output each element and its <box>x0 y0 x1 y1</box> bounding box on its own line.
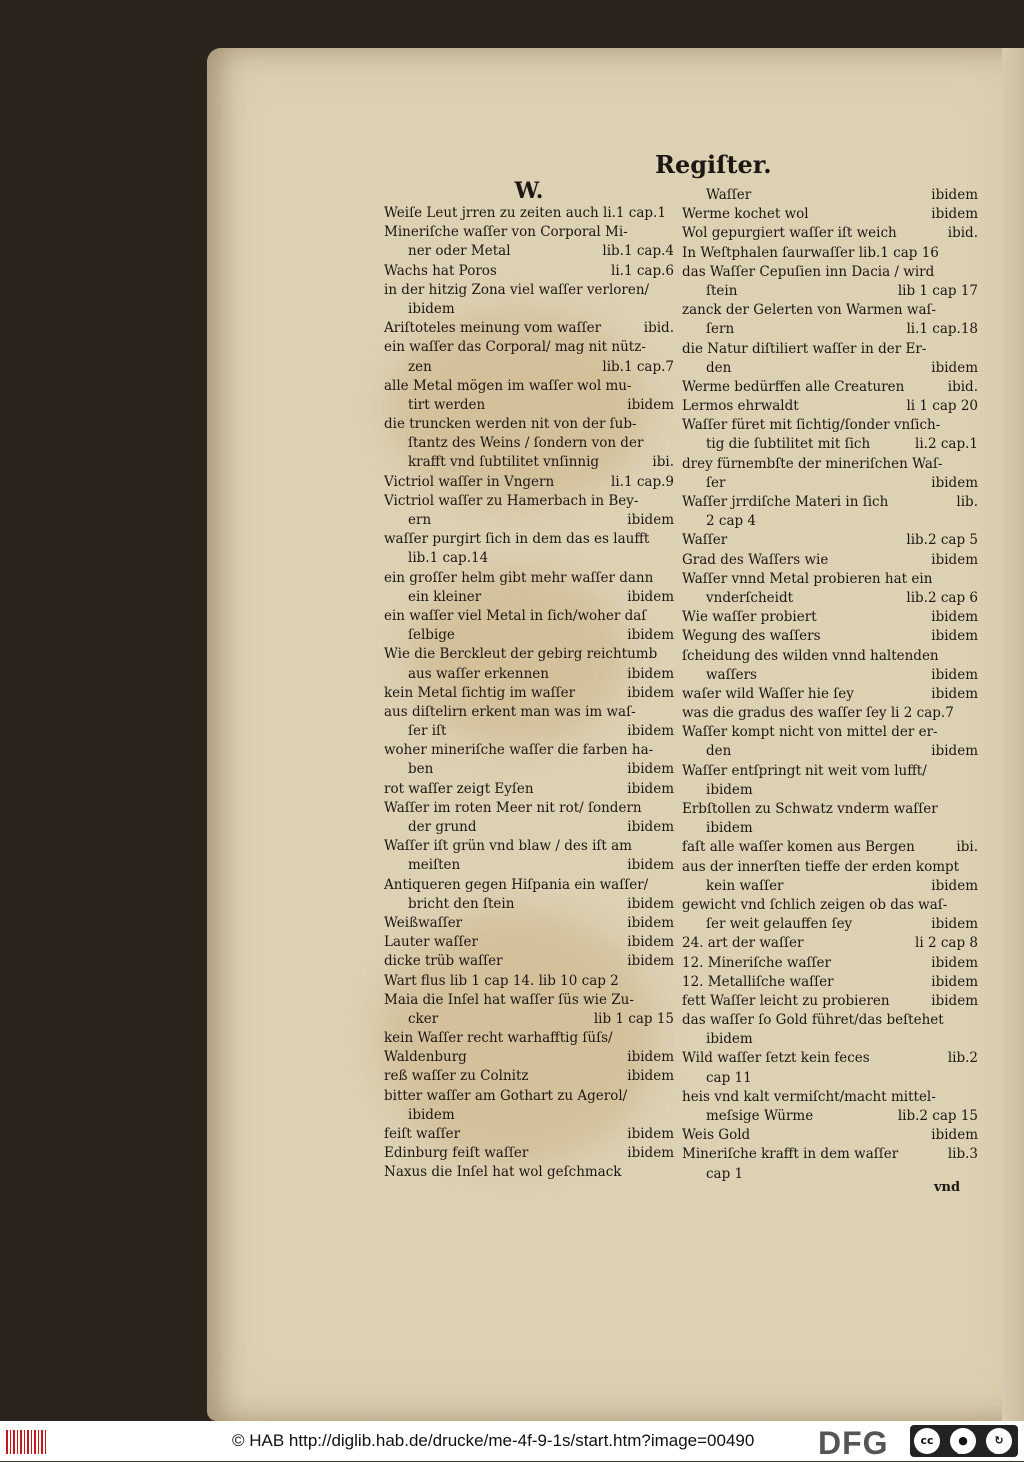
index-entry-text: Waſſer füret mit ſichtig/ſonder vnſich- <box>682 417 941 434</box>
index-entry-text: cap 1 <box>706 1165 744 1182</box>
index-entry-reference: ibidem <box>931 206 978 223</box>
index-line <box>682 551 978 570</box>
index-line <box>682 1107 978 1126</box>
index-line <box>384 914 674 933</box>
index-entry-text: Wol gepurgiert waſſer iſt weich <box>682 225 897 242</box>
index-entry-reference: ibidem <box>627 1126 674 1142</box>
index-line <box>682 1069 978 1088</box>
index-entry-text: In Weſtphalen ſaurwaſſer lib.1 cap 16 <box>682 244 939 261</box>
index-entry-reference: ibidem <box>627 1049 674 1066</box>
index-entry-reference: ibidem <box>931 1127 978 1144</box>
sa-label: SA <box>994 1448 1004 1456</box>
index-line <box>384 434 674 453</box>
index-entry-text: Waſſer vnnd Metal probieren hat ein <box>682 570 933 587</box>
index-line <box>384 1125 674 1144</box>
index-entry-text: ein kleiner <box>408 588 482 605</box>
index-entry-text: das waſſer ſo Gold führet/das beſtehet <box>682 1012 944 1029</box>
index-entry-text: den <box>706 359 732 376</box>
index-line <box>682 627 978 646</box>
index-line <box>682 858 978 877</box>
index-line <box>682 915 978 934</box>
index-entry-text: krafft vnd ſubtilitet vnſinnig <box>408 454 600 471</box>
index-entry-text: Waſſer iſt grün vnd blaw / des iſt am <box>384 838 632 855</box>
index-line <box>384 856 674 875</box>
index-entry-text: tig die ſubtilitet mit ſich <box>706 436 871 453</box>
index-entry-text: Weißwaſſer <box>384 914 463 931</box>
index-line <box>682 301 978 320</box>
index-entry-text: meiſten <box>408 857 461 874</box>
index-entry-reference: ibidem <box>931 666 978 683</box>
index-line <box>682 359 978 378</box>
index-line <box>384 300 674 319</box>
index-entry-text: Wachs hat Poros <box>384 262 497 279</box>
index-entry-text: ſer iſt <box>408 723 447 740</box>
index-line <box>682 205 978 224</box>
index-line <box>384 876 674 895</box>
index-entry-reference: li.1 cap.18 <box>906 321 978 338</box>
index-entry-text: lib.1 cap.14 <box>408 550 489 567</box>
index-line <box>682 378 978 397</box>
index-line <box>384 1144 674 1163</box>
index-line <box>682 723 978 742</box>
index-entry-text: 12. Metalliſche waſſer <box>682 973 834 990</box>
section-letter: W. <box>514 178 544 204</box>
index-line <box>384 415 674 434</box>
index-entry-reference: lib.1 cap.4 <box>602 243 674 260</box>
index-entry-reference: ibi. <box>956 839 978 856</box>
index-line <box>682 666 978 685</box>
index-line <box>384 588 674 607</box>
index-entry-reference: ibidem <box>931 187 978 203</box>
by-attribution-icon: ● <box>950 1428 976 1454</box>
index-line <box>384 262 674 281</box>
index-entry-text: reß waſſer zu Colnitz <box>384 1068 529 1085</box>
index-entry-text: Werme bedürffen alle Creaturen <box>682 378 905 395</box>
index-line <box>384 1106 674 1125</box>
page-header: Regiſter. <box>655 150 772 179</box>
index-entry-reference: lib 1 cap 17 <box>897 282 978 299</box>
index-entry-reference: li 2 cap 8 <box>915 935 978 952</box>
index-entry-text: dicke trüb waſſer <box>384 953 503 970</box>
index-line <box>384 933 674 952</box>
index-entry-reference: li.1 cap.9 <box>611 473 674 490</box>
index-entry-reference: ibidem <box>627 588 674 605</box>
index-entry-reference: ibidem <box>627 723 674 740</box>
index-line <box>682 1011 978 1030</box>
index-entry-text: vnderſcheidt <box>706 589 794 606</box>
index-entry-text: gewicht vnd ſchlich zeigen ob das waſ- <box>682 896 948 913</box>
index-line <box>384 204 674 223</box>
index-line <box>384 626 674 645</box>
index-entry-text: der grund <box>408 819 477 835</box>
index-entry-reference: ibid. <box>947 225 978 242</box>
index-entry-text: Victriol waſſer in Vngern <box>384 473 555 490</box>
index-entry-reference: ibidem <box>627 1068 674 1085</box>
index-entry-text: Waſſer kompt nicht von mittel der er- <box>682 724 938 741</box>
index-line <box>682 742 978 761</box>
index-entry-text: ſelbige <box>408 627 455 644</box>
index-line <box>682 397 978 416</box>
index-line <box>682 531 978 550</box>
viewer-footer <box>0 1421 1024 1461</box>
right-column <box>682 186 978 1184</box>
index-entry-reference: ibidem <box>931 743 978 760</box>
index-entry-text: faſt alle waſſer komen aus Bergen <box>682 839 915 856</box>
index-entry-text: Wart flus lib 1 cap 14. lib 10 cap 2 <box>384 972 619 989</box>
index-entry-text: Waſſer entſpringt nit weit vom lufft/ <box>682 762 927 779</box>
index-entry-text: kein Waſſer recht warhafftig ſüſs/ <box>384 1030 613 1047</box>
barcode-icon <box>6 1430 46 1454</box>
index-line <box>682 838 978 857</box>
index-entry-reference: ibidem <box>931 685 978 702</box>
index-entry-reference: ibidem <box>627 819 674 835</box>
index-entry-text: ein groſſer helm gibt mehr waſſer dann <box>384 569 654 586</box>
index-entry-text: kein Metal ſichtig im waſſer <box>384 684 576 701</box>
index-entry-text: ibidem <box>408 1106 455 1123</box>
index-entry-text: Weis Gold <box>682 1127 751 1144</box>
index-entry-reference: ibidem <box>931 916 978 933</box>
index-line <box>384 1029 674 1048</box>
index-entry-reference: ibidem <box>931 992 978 1009</box>
index-line <box>682 1030 978 1049</box>
catchword: vnd <box>934 1180 961 1195</box>
index-line <box>384 338 674 357</box>
index-entry-text: Antiqueren gegen Hiſpania ein waſſer/ <box>384 876 649 893</box>
index-entry-reference: ibidem <box>627 895 674 912</box>
index-line <box>384 396 674 415</box>
index-entry-reference: ibidem <box>931 954 978 971</box>
index-entry-text: fett Waſſer leicht zu probieren <box>682 992 890 1009</box>
index-line <box>682 1049 978 1068</box>
index-line <box>384 453 674 472</box>
index-entry-text: ein waſſer viel Metal in ſich/woher daſ <box>384 607 647 624</box>
index-line <box>682 320 978 339</box>
index-entry-text: ſtantz des Weins / ſondern von der <box>408 435 644 452</box>
index-line <box>682 244 978 263</box>
index-entry-text: ibidem <box>408 300 455 317</box>
index-line <box>682 493 978 512</box>
index-entry-reference: ibidem <box>627 934 674 951</box>
index-entry-text: Victriol waſſer zu Hamerbach in Bey- <box>384 492 639 509</box>
index-entry-text: aus der innerſten tieffe der erden kompt <box>682 858 960 875</box>
index-entry-text: feiſt waſſer <box>384 1126 461 1142</box>
index-entry-reference: ibidem <box>627 512 674 528</box>
index-line <box>682 877 978 896</box>
index-entry-reference: ibidem <box>931 628 978 645</box>
index-entry-reference: ibidem <box>627 684 674 701</box>
index-line <box>682 954 978 973</box>
index-line <box>384 1067 674 1086</box>
index-entry-text: alle Metal mögen im waſſer wol mu- <box>384 377 632 394</box>
index-line <box>384 722 674 741</box>
index-entry-text: 2 cap 4 <box>706 513 757 530</box>
index-line <box>384 1087 674 1106</box>
index-line <box>384 760 674 779</box>
index-line <box>384 319 674 338</box>
index-line <box>384 741 674 760</box>
index-line <box>682 589 978 608</box>
index-entry-reference: ibidem <box>627 857 674 874</box>
index-entry-text: aus diſtelirn erkent man was im waſ- <box>384 703 636 720</box>
index-line <box>384 665 674 684</box>
page-edge <box>1002 48 1024 1421</box>
index-line <box>384 1163 674 1182</box>
index-entry-text: Mineriſche krafft in dem waſſer <box>682 1146 899 1163</box>
index-entry-text: zen <box>408 358 432 375</box>
index-entry-text: waſſers <box>706 666 757 683</box>
index-entry-reference: ibidem <box>627 914 674 931</box>
index-line <box>384 1048 674 1067</box>
index-entry-text: zanck der Gelerten von Warmen waſ- <box>682 302 937 319</box>
index-line <box>682 474 978 493</box>
index-entry-reference: ibidem <box>627 761 674 778</box>
index-line <box>682 704 978 723</box>
index-line <box>384 645 674 664</box>
index-entry-text: Edinburg feiſt waſſer <box>384 1145 529 1162</box>
index-line <box>682 282 978 301</box>
index-entry-text: woher mineriſche waſſer die farben ha- <box>384 742 654 759</box>
index-entry-text: waſer wild Waſſer hie ſey <box>682 685 854 702</box>
index-entry-reference: ibidem <box>627 396 674 413</box>
index-entry-reference: ibidem <box>931 551 978 568</box>
index-entry-text: in der hitzig Zona viel waſſer verloren/ <box>384 281 650 298</box>
index-entry-reference: ibidem <box>627 953 674 970</box>
index-entry-text: Wie die Berckleut der gebirg reichtumb <box>384 646 658 663</box>
index-entry-reference: ibidem <box>931 609 978 626</box>
index-entry-text: kein waſſer <box>706 877 784 894</box>
index-entry-reference: ibidem <box>931 359 978 376</box>
index-entry-text: bricht den ſtein <box>408 895 515 912</box>
index-entry-text: Naxus die Inſel hat wol geſchmack <box>384 1164 622 1181</box>
index-entry-reference: ibidem <box>931 877 978 894</box>
index-entry-text: heis vnd kalt vermiſcht/macht mittel- <box>682 1088 936 1105</box>
left-column <box>384 178 674 1183</box>
index-entry-text: ern <box>408 512 432 528</box>
index-line <box>682 435 978 454</box>
index-line <box>384 511 674 530</box>
index-line <box>384 684 674 703</box>
index-line <box>682 819 978 838</box>
index-line <box>682 608 978 627</box>
index-entry-text: drey fürnembſte der mineriſchen Waſ- <box>682 455 943 472</box>
index-entry-reference: lib.2 cap 15 <box>897 1108 978 1124</box>
index-line <box>384 1010 674 1029</box>
index-entry-text: ſern <box>706 321 735 338</box>
index-line <box>682 781 978 800</box>
index-line <box>384 223 674 242</box>
index-line <box>682 762 978 781</box>
index-entry-reference: lib 1 cap 15 <box>593 1010 674 1027</box>
index-entry-reference: lib.3 <box>947 1146 978 1163</box>
index-entry-text: Erbſtollen zu Schwatz vnderm waſſer <box>682 801 938 817</box>
index-line <box>384 492 674 511</box>
index-line <box>384 991 674 1010</box>
index-entry-reference: ibidem <box>627 1145 674 1162</box>
index-line <box>682 647 978 666</box>
index-line <box>682 896 978 915</box>
index-line <box>384 607 674 626</box>
index-entry-text: Wegung des waſſers <box>682 628 821 645</box>
by-label: BY <box>957 1448 966 1456</box>
index-line <box>384 780 674 799</box>
index-entry-text: ſtein <box>706 282 738 299</box>
index-line <box>384 549 674 568</box>
index-entry-reference: ibidem <box>931 973 978 990</box>
index-entry-text: ner oder Metal <box>408 243 511 260</box>
index-entry-text: die Natur diſtiliert waſſer in der Er- <box>682 340 927 357</box>
index-line <box>384 799 674 818</box>
index-entry-text: Mineriſche waſſer von Corporal Mi- <box>384 224 628 241</box>
index-entry-text: ben <box>408 761 434 778</box>
index-line <box>682 340 978 359</box>
index-entry-text: Waldenburg <box>384 1049 467 1066</box>
index-entry-text: ſer weit gelauffen ſey <box>706 916 853 933</box>
index-entry-reference: lib. <box>956 494 978 510</box>
index-line <box>682 263 978 282</box>
cc-icon: cc <box>914 1428 940 1454</box>
index-entry-text: Waſſer jrrdiſche Materi in ſich <box>682 494 889 510</box>
index-line <box>682 1145 978 1164</box>
index-entry-text: das Waſſer Cepuſien inn Dacia / wird <box>682 263 935 280</box>
index-line <box>384 837 674 856</box>
index-entry-text: Lermos ehrwaldt <box>682 398 799 415</box>
index-entry-text: ibidem <box>706 1031 753 1048</box>
index-line <box>682 800 978 819</box>
index-entry-text: Werme kochet wol <box>682 206 809 223</box>
dfg-logo: DFG <box>818 1425 889 1461</box>
index-entry-text: bitter waſſer am Gothart zu Agerol/ <box>384 1087 628 1104</box>
index-entry-text: Waſſer <box>682 532 728 549</box>
index-entry-reference: ibid. <box>947 378 978 395</box>
sa-share-alike-icon: ↻ <box>986 1428 1012 1454</box>
index-entry-text: rot waſſer zeigt Eyſen <box>384 780 534 797</box>
index-line <box>384 972 674 991</box>
index-entry-text: die truncken werden nit von der ſub- <box>384 416 637 433</box>
index-entry-text: ſcheidung des wilden vnnd haltenden <box>682 647 939 664</box>
index-entry-text: waſſer purgirt ſich in dem das es laufft <box>384 531 650 548</box>
index-entry-text: cap 11 <box>706 1069 752 1086</box>
index-line <box>682 1126 978 1145</box>
index-entry-reference: ibidem <box>627 665 674 682</box>
index-entry-reference: lib.2 cap 5 <box>906 532 978 549</box>
index-entry-reference: lib.2 cap 6 <box>906 589 978 606</box>
index-entry-text: Maia die Inſel hat waſſer ſüs wie Zu- <box>384 991 634 1008</box>
index-line <box>682 934 978 953</box>
index-entry-text: den <box>706 743 732 760</box>
index-entry-text: meſsige Würme <box>706 1108 814 1124</box>
index-entry-text: Wild waſſer ſetzt kein feces <box>682 1050 870 1067</box>
index-entry-text: tirt werden <box>408 396 486 413</box>
index-entry-text: 12. Mineriſche waſſer <box>682 954 831 971</box>
index-entry-text: Wie waſſer probiert <box>682 609 817 626</box>
index-entry-text: ſer <box>706 474 726 491</box>
index-line <box>682 973 978 992</box>
index-entry-text: 24. art der waſſer <box>682 935 804 952</box>
index-entry-text: Waſſer <box>706 187 752 203</box>
index-line <box>384 569 674 588</box>
citation-link[interactable]: © HAB http://diglib.hab.de/drucke/me-4f-9-1s/start.htm?image=00490 <box>232 1431 755 1450</box>
index-entry-reference: ibidem <box>627 627 674 644</box>
index-line <box>384 703 674 722</box>
index-line <box>682 512 978 531</box>
index-line <box>682 416 978 435</box>
cc-license-badge[interactable] <box>910 1425 1018 1457</box>
index-entry-reference: ibidem <box>931 474 978 491</box>
index-line <box>384 377 674 396</box>
index-entry-reference: li.2 cap.1 <box>915 436 978 453</box>
index-entry-reference: lib.2 <box>947 1050 978 1067</box>
index-line <box>384 530 674 549</box>
index-entry-text: Waſſer im roten Meer nit rot/ ſondern <box>384 799 642 816</box>
index-line <box>682 224 978 243</box>
index-line <box>384 895 674 914</box>
index-line <box>384 818 674 837</box>
index-entry-text: ein waſſer das Corporal/ mag nit nütz- <box>384 339 646 356</box>
index-line <box>384 473 674 492</box>
index-line <box>682 186 978 205</box>
index-entry-reference: ibidem <box>627 780 674 797</box>
index-line <box>682 570 978 589</box>
index-entry-text: aus waſſer erkennen <box>408 665 549 682</box>
index-line <box>384 281 674 300</box>
index-entry-reference: li 1 cap 20 <box>906 398 978 415</box>
index-entry-text: ibidem <box>706 781 753 798</box>
index-entry-reference: lib.1 cap.7 <box>602 358 674 375</box>
index-line <box>682 992 978 1011</box>
index-line <box>384 952 674 971</box>
index-entry-text: ibidem <box>706 820 753 837</box>
index-line <box>682 685 978 704</box>
index-entry-text: Grad des Waſſers wie <box>682 551 829 568</box>
index-line <box>682 1088 978 1107</box>
index-entry-reference: li.1 cap.6 <box>611 262 674 279</box>
index-line <box>682 455 978 474</box>
index-entry-text: cker <box>408 1010 439 1027</box>
index-entry-reference: ibi. <box>652 454 674 471</box>
index-line <box>384 358 674 377</box>
index-entry-text: Lauter waſſer <box>384 934 478 951</box>
index-entry-text: Weiſe Leut jrren zu zeiten auch li.1 cap.1 <box>384 205 666 221</box>
index-line <box>384 242 674 261</box>
index-entry-text: Ariſtoteles meinung vom waſſer <box>384 320 602 337</box>
index-entry-text: was die gradus des waſſer ſey li 2 cap.7 <box>682 705 954 722</box>
index-entry-reference: ibid. <box>643 320 674 337</box>
